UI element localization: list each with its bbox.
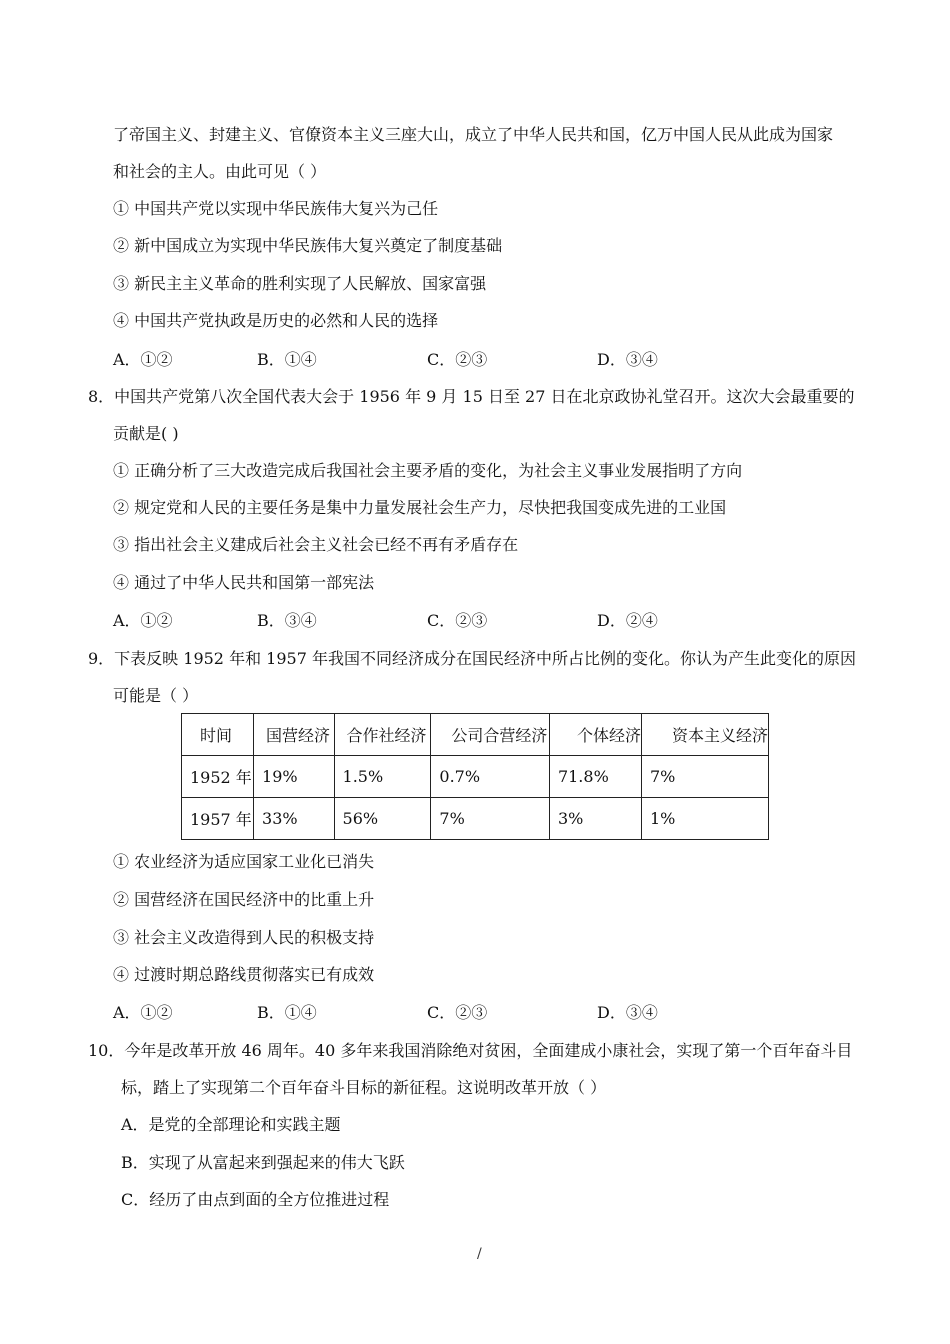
q7-stem-line2: 和社会的主人。由此可见（ ） <box>113 162 327 181</box>
q7-option-c: C．②③ <box>427 350 488 369</box>
q9-option-b: B．①④ <box>257 1003 317 1022</box>
q8-option-d: D．②④ <box>597 611 658 630</box>
table-cell: 1% <box>641 798 768 840</box>
q9-stem-line1: 9．下表反映 1952 年和 1957 年我国不同经济成分在国民经济中所占比例的变化。你认为产生此变化的原因 <box>88 649 856 668</box>
table-cell: 71.8% <box>549 756 641 798</box>
economy-table <box>181 713 769 840</box>
page-footer: / <box>477 1246 482 1262</box>
q8-stem-line2: 贡献是( ) <box>113 424 179 443</box>
q8-stem-line1: 8．中国共产党第八次全国代表大会于 1956 年 9 月 15 日至 27 日在北京政协礼堂召开。这次大会最重要的 <box>88 387 855 406</box>
table-cell: 7% <box>431 798 550 840</box>
q8-option-a: A．①② <box>113 611 173 630</box>
q9-option-a: A．①② <box>113 1003 173 1022</box>
q10-choice-b: B．实现了从富起来到强起来的伟大飞跃 <box>121 1153 405 1172</box>
q9-item-2: ② 国营经济在国民经济中的比重上升 <box>113 890 375 909</box>
q10-choice-c: C．经历了由点到面的全方位推进过程 <box>121 1190 390 1209</box>
q9-option-d: D．③④ <box>597 1003 658 1022</box>
q7-option-d: D．③④ <box>597 350 658 369</box>
q8-option-b: B．③④ <box>257 611 317 630</box>
table-cell: 0.7% <box>431 756 550 798</box>
table-cell: 1.5% <box>334 756 431 798</box>
q9-stem-line2: 可能是（ ） <box>113 686 199 705</box>
q8-item-2: ② 规定党和人民的主要任务是集中力量发展社会生产力，尽快把我国变成先进的工业国 <box>113 498 727 517</box>
q8-item-1: ① 正确分析了三大改造完成后我国社会主要矛盾的变化，为社会主义事业发展指明了方向 <box>113 461 743 480</box>
table-row <box>182 756 769 798</box>
q7-item-4: ④ 中国共产党执政是历史的必然和人民的选择 <box>113 311 439 330</box>
table-row <box>182 798 769 840</box>
q10-choice-a: A．是党的全部理论和实践主题 <box>121 1115 341 1134</box>
q8-option-c: C．②③ <box>427 611 488 630</box>
q7-stem-line1: 了帝国主义、封建主义、官僚资本主义三座大山，成立了中华人民共和国，亿万中国人民从此成为国家 <box>113 125 834 144</box>
table-header-row <box>182 714 769 756</box>
table-header-cell: 个体经济 <box>549 714 641 756</box>
table-cell: 19% <box>254 756 334 798</box>
q10-stem-line2: 标，踏上了实现第二个百年奋斗目标的新征程。这说明改革开放（ ） <box>121 1078 607 1097</box>
table-cell: 56% <box>334 798 431 840</box>
q9-option-c: C．②③ <box>427 1003 488 1022</box>
q7-item-1: ① 中国共产党以实现中华民族伟大复兴为己任 <box>113 199 439 218</box>
table-cell: 3% <box>549 798 641 840</box>
q7-option-a: A．①② <box>113 350 173 369</box>
q7-item-2: ② 新中国成立为实现中华民族伟大复兴奠定了制度基础 <box>113 236 503 255</box>
table-header-cell: 公司合营经济 <box>431 714 550 756</box>
table-header-cell: 国营经济 <box>254 714 334 756</box>
q7-item-3: ③ 新民主主义革命的胜利实现了人民解放、国家富强 <box>113 274 487 293</box>
table-cell: 1952 年 <box>182 756 254 798</box>
table-cell: 33% <box>254 798 334 840</box>
table-cell: 7% <box>641 756 768 798</box>
table-header-cell: 时间 <box>182 714 254 756</box>
q7-option-b: B．①④ <box>257 350 317 369</box>
table-cell: 1957 年 <box>182 798 254 840</box>
q9-item-3: ③ 社会主义改造得到人民的积极支持 <box>113 928 375 947</box>
q10-stem-line1: 10．今年是改革开放 46 周年。40 多年来我国消除绝对贫困，全面建成小康社会，实现了第一个百年奋斗目 <box>88 1041 853 1060</box>
table-header-cell: 合作社经济 <box>334 714 431 756</box>
q8-item-3: ③ 指出社会主义建成后社会主义社会已经不再有矛盾存在 <box>113 535 519 554</box>
q9-item-1: ① 农业经济为适应国家工业化已消失 <box>113 852 375 871</box>
q9-item-4: ④ 过渡时期总路线贯彻落实已有成效 <box>113 965 375 984</box>
q8-item-4: ④ 通过了中华人民共和国第一部宪法 <box>113 573 375 592</box>
table-header-cell: 资本主义经济 <box>641 714 768 756</box>
